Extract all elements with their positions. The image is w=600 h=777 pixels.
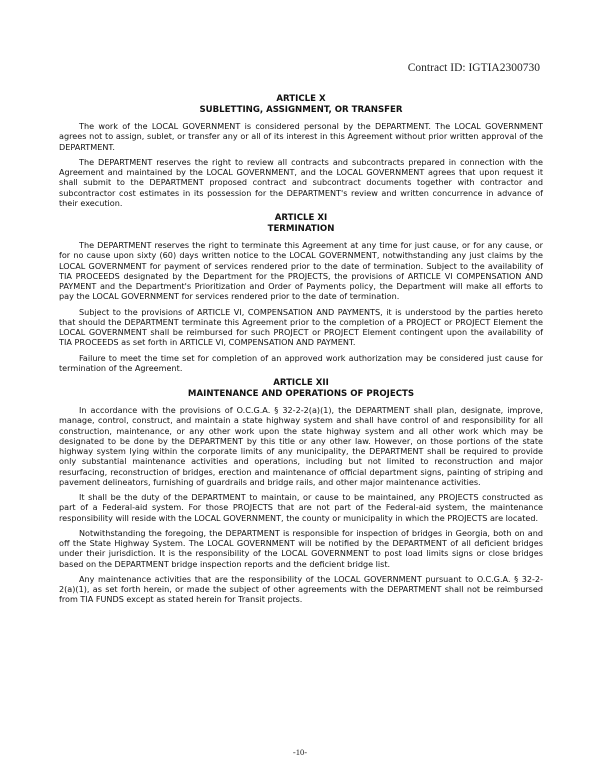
article-heading: ARTICLE XII: [273, 378, 329, 388]
paragraph: Notwithstanding the foregoing, the DEPARTMENT is responsible for inspection of bridges in Georgia, both on and off the State Highway System. The LOCAL GOVERNMENT will be notified by the DEPARTMENT of all deficient bridges under their jurisdiction. It is the responsibility of the LOCAL GOVERNMENT to post load limits signs or close bridges based on the DEPARTMENT bridge inspection reports and the deficient bridge list.: [59, 527, 543, 569]
article-title: TERMINATION: [267, 224, 335, 234]
article-title: SUBLETTING, ASSIGNMENT, OR TRANSFER: [199, 105, 403, 115]
page-number: -10-: [292, 747, 308, 757]
paragraph: The work of the LOCAL GOVERNMENT is considered personal by the DEPARTMENT. The LOCAL GOVERNMENT agrees not to assign, sublet, or transfer any or all of its interest in this Agreement without prior written approval of the DEPARTMENT.: [59, 121, 543, 152]
paragraph: Failure to meet the time set for completion of an approved work authorization may be considered just cause for termination of the Agreement.: [59, 352, 543, 373]
contract-id: Contract ID: IGTIA2300730: [407, 62, 540, 74]
paragraph: The DEPARTMENT reserves the right to terminate this Agreement at any time for just cause, or for any cause, or for no cause upon sixty (60) days written notice to the LOCAL GOVERNMENT, notwithstanding any just claims by the LOCAL GOVERNMENT for payment of services rendered prior to the date of termination. Subject to the availability of TIA PROCEEDS designated by the Department for the PROJECTS, the provisions of ARTICLE VI COMPENSATION AND PAYMENT and the Department's Prioritization and Order of Payments policy, the Department will make all efforts to pay the LOCAL GOVERNMENT for services rendered prior to the date of termination.: [59, 240, 543, 302]
paragraph: In accordance with the provisions of O.C.G.A. § 32-2-2(a)(1), the DEPARTMENT shall plan, designate, improve, manage, control, construct, and maintain a state highway system and shall have control of and responsibility for all construction, maintenance, or any other work upon the state highway system and all other work which may be designated to be done by the DEPARTMENT by this title or any other law. However, on those portions of the state highway system lying within the corporate limits of any municipality, the DEPARTMENT shall be required to provide only substantial maintenance activities and operations, including but not limited to reconstruction and major resurfacing, reconstruction of bridges, erection and maintenance of official department signs, painting of striping and pavement delineators, furnishing of guardrails and bridge rails, and other major maintenance activities.: [59, 405, 543, 487]
article-title: MAINTENANCE AND OPERATIONS OF PROJECTS: [187, 389, 415, 399]
paragraph: Subject to the provisions of ARTICLE VI, COMPENSATION AND PAYMENTS, it is understood by the parties hereto that should the DEPARTMENT terminate this Agreement prior to the completion of a PROJECT or PROJECT Element the LOCAL GOVERNMENT shall be reimbursed for such PROJECT or PROJECT Element contingent upon the availability of TIA PROCEEDS as set forth in ARTICLE VI, COMPENSATION AND PAYMENT.: [59, 306, 543, 348]
paragraph: The DEPARTMENT reserves the right to review all contracts and subcontracts prepared in connection with the Agreement and maintained by the LOCAL GOVERNMENT, and the LOCAL GOVERNMENT agrees that upon request it shall submit to the DEPARTMENT proposed contract and subcontract documents together with contractor and subcontractor cost estimates in its possession for the DEPARTMENT's review and written concurrence in advance of their execution.: [59, 156, 543, 208]
paragraph: It shall be the duty of the DEPARTMENT to maintain, or cause to be maintained, any PROJECTS constructed as part of a Federal-aid system. For those PROJECTS that are not part of the Federal-aid system, the maintenance responsibility will reside with the LOCAL GOVERNMENT, the county or municipality in which the PROJECTS are located.: [59, 492, 543, 523]
document-body: [59, 94, 543, 610]
article-heading: ARTICLE XI: [274, 213, 328, 223]
paragraph: Any maintenance activities that are the responsibility of the LOCAL GOVERNMENT pursuant to O.C.G.A. § 32-2-2(a)(1), as set forth herein, or made the subject of other agreements with the DEPARTMENT shall not be reimbursed from TIA FUNDS except as stated herein for Transit projects.: [59, 573, 543, 605]
article-heading: ARTICLE X: [276, 94, 326, 104]
